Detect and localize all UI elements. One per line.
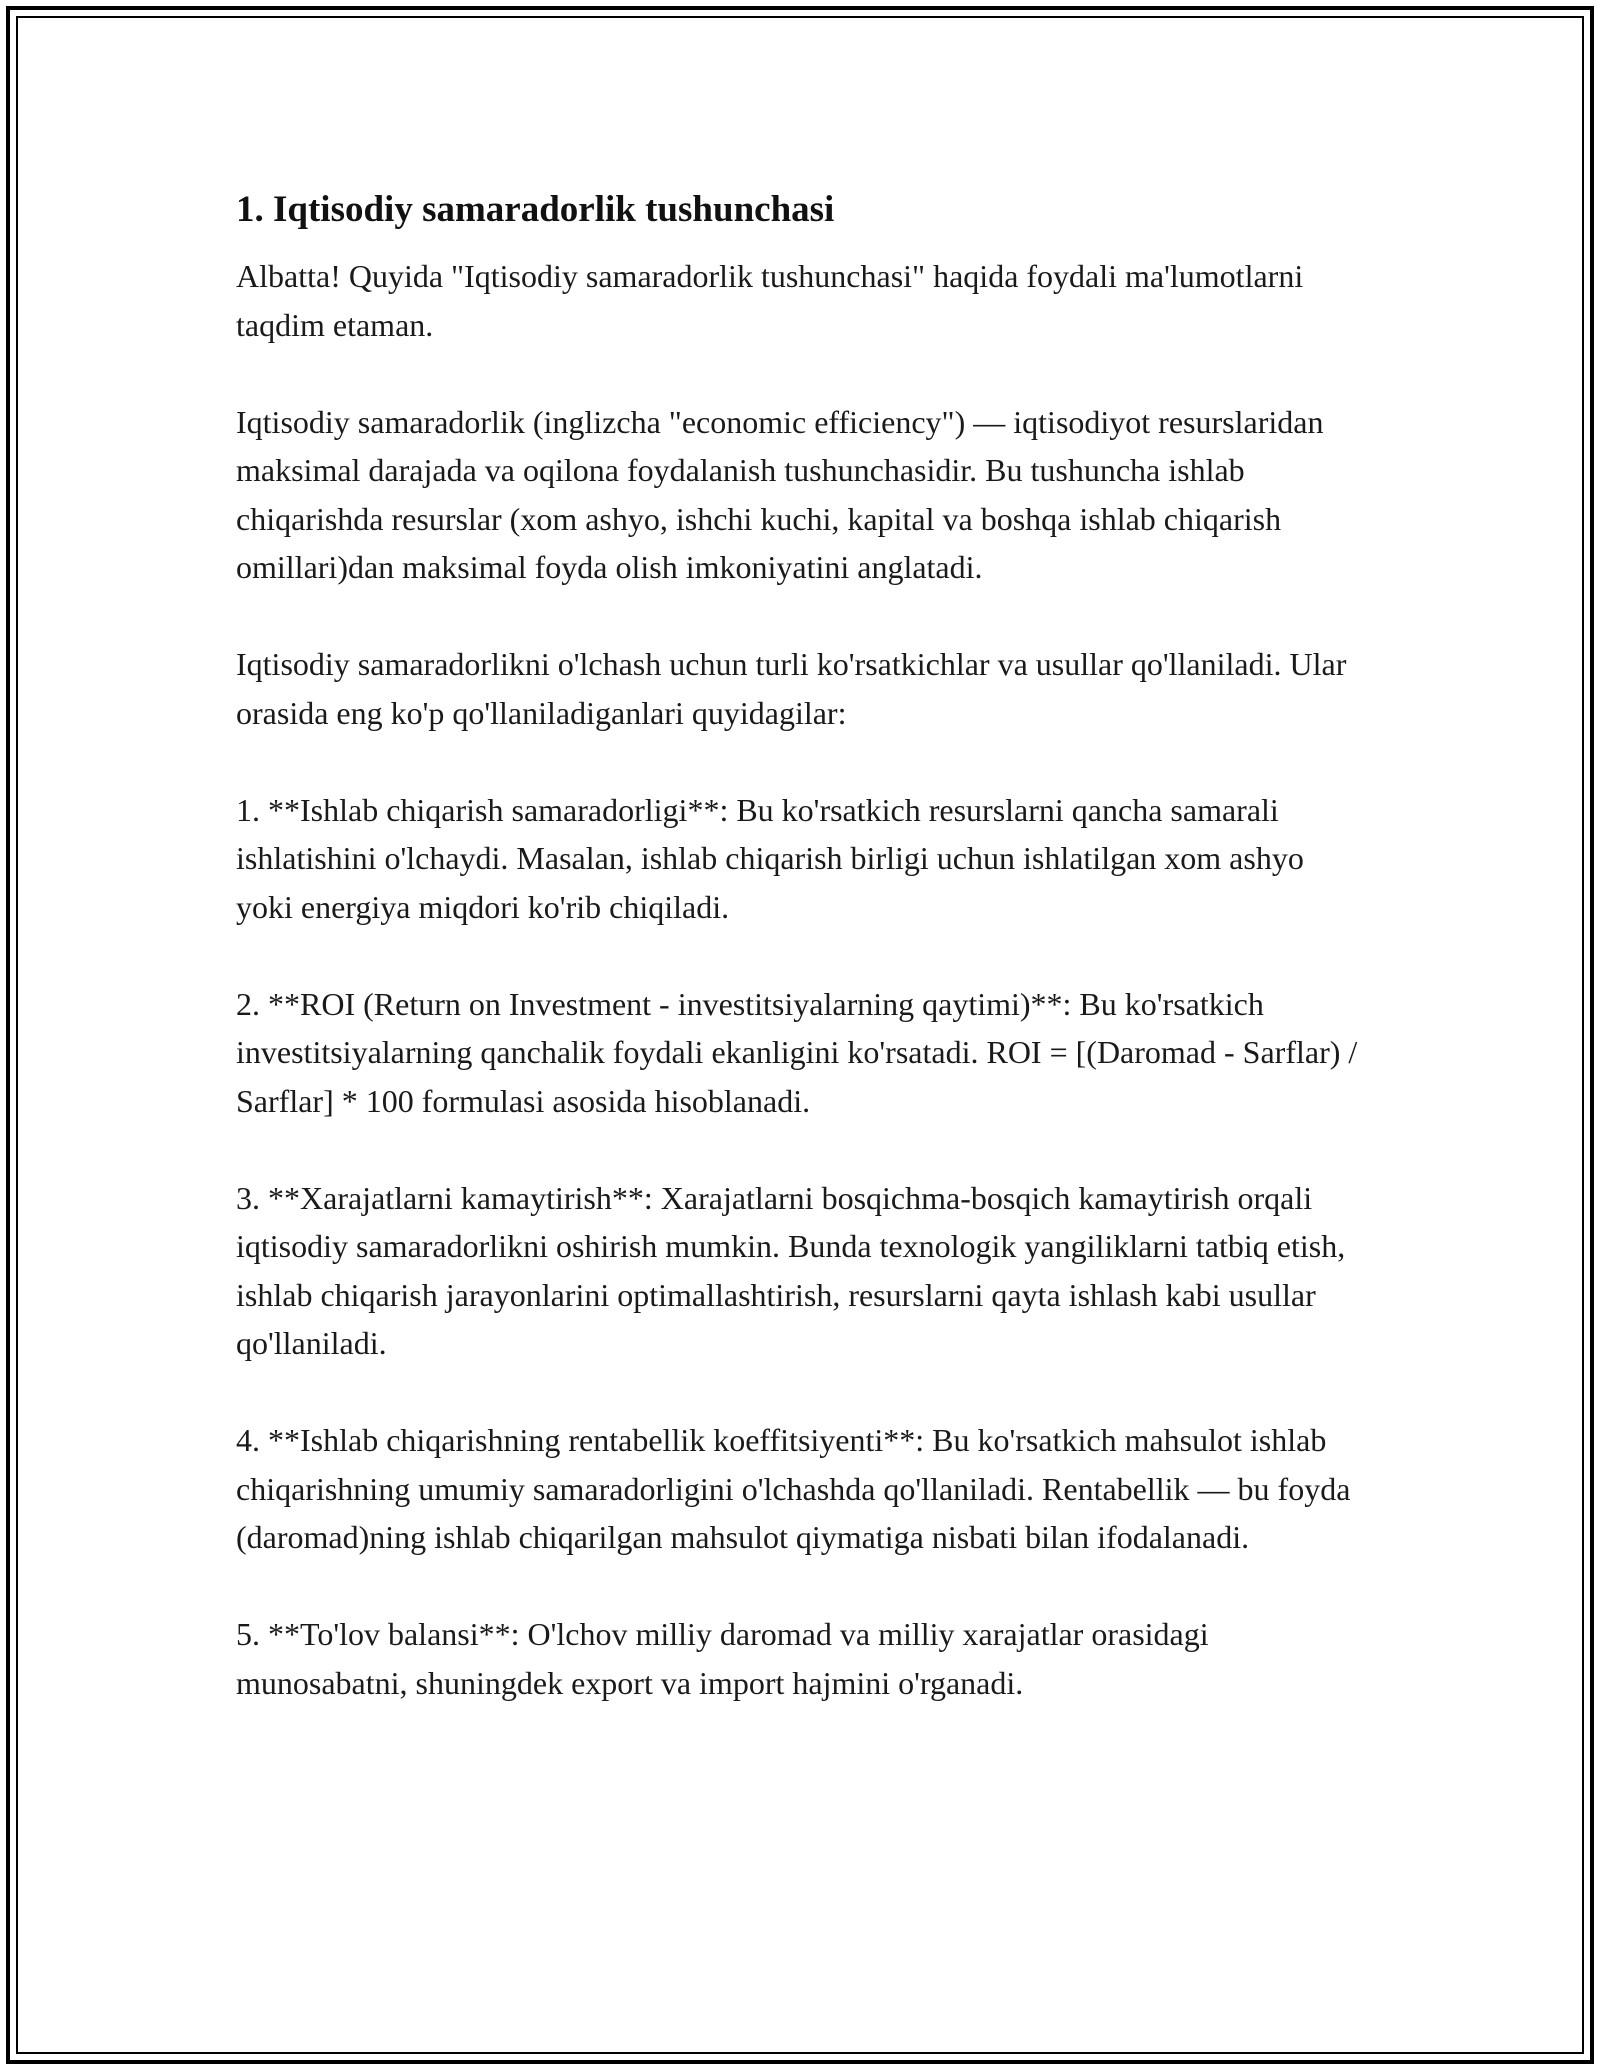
list-item-production-efficiency: 1. **Ishlab chiqarish samaradorligi**: Bu ko'rsatkich resurslarni qancha samarali ishlatishini o'lchaydi. Masalan, ishlab chiqarish birligi uchun ishlatilgan xom ashyo yoki energiya miqdori ko'rib chiqiladi. — [236, 791, 1304, 925]
list-item-balance-of-payments: 5. **To'lov balansi**: O'lchov milliy daromad va milliy xarajatlar orasidagi munosabatni, shuningdek export va import hajmini o'rganadi. — [236, 1616, 1209, 1701]
list-item-roi: 2. **ROI (Return on Investment - investitsiyalarning qaytimi)**: Bu ko'rsatkich investitsiyalarning qanchalik foydali ekanligini ko'rsatadi. ROI = [(Daromad - Sarflar) / Sarflar] * 100 formulasi asosida hisoblanadi. — [236, 985, 1358, 1119]
measurement-paragraph: Iqtisodiy samaradorlikni o'lchash uchun turli ko'rsatkichlar va usullar qo'llaniladi. Ular orasida eng ko'p qo'llaniladiganlari quyidagilar: — [236, 646, 1347, 731]
definition-paragraph: Iqtisodiy samaradorlik (inglizcha "economic efficiency") — iqtisodiyot resurslaridan maksimal darajada va oqilona foydalanish tushunchasidir. Bu tushuncha ishlab chiqarishda resurslar (xom ashyo, ishchi kuchi, kapital va boshqa ishlab chiqarish omillari)dan maksimal foyda olish imkoniyatini anglatadi. — [236, 403, 1324, 585]
list-item-profitability-ratio: 4. **Ishlab chiqarishning rentabellik koeffitsiyenti**: Bu ko'rsatkich mahsulot ishlab chiqarishning umumiy samaradorligini o'lchashda qo'llaniladi. Rentabellik — bu foyda (daromad)ning ishlab chiqarilgan mahsulot qiymatiga nisbati bilan ifodalanadi. — [236, 1422, 1351, 1555]
page-title: 1. Iqtisodiy samaradorlik tushunchasi — [236, 189, 835, 230]
document-body — [236, 186, 1366, 1707]
list-item-cost-reduction: 3. **Xarajatlarni kamaytirish**: Xarajatlarni bosqichma-bosqich kamaytirish orqali iqtisodiy samaradorlikni oshirish mumkin. Bunda texnologik yangiliklarni tatbiq etish, ishlab chiqarish jarayonlarini optimallashtirish, resurslarni qayta ishlash kabi usullar qo'llaniladi. — [236, 1179, 1346, 1361]
intro-paragraph: Albatta! Quyida "Iqtisodiy samaradorlik tushunchasi" haqida foydali ma'lumotlarni taqdim etaman. — [236, 258, 1304, 343]
